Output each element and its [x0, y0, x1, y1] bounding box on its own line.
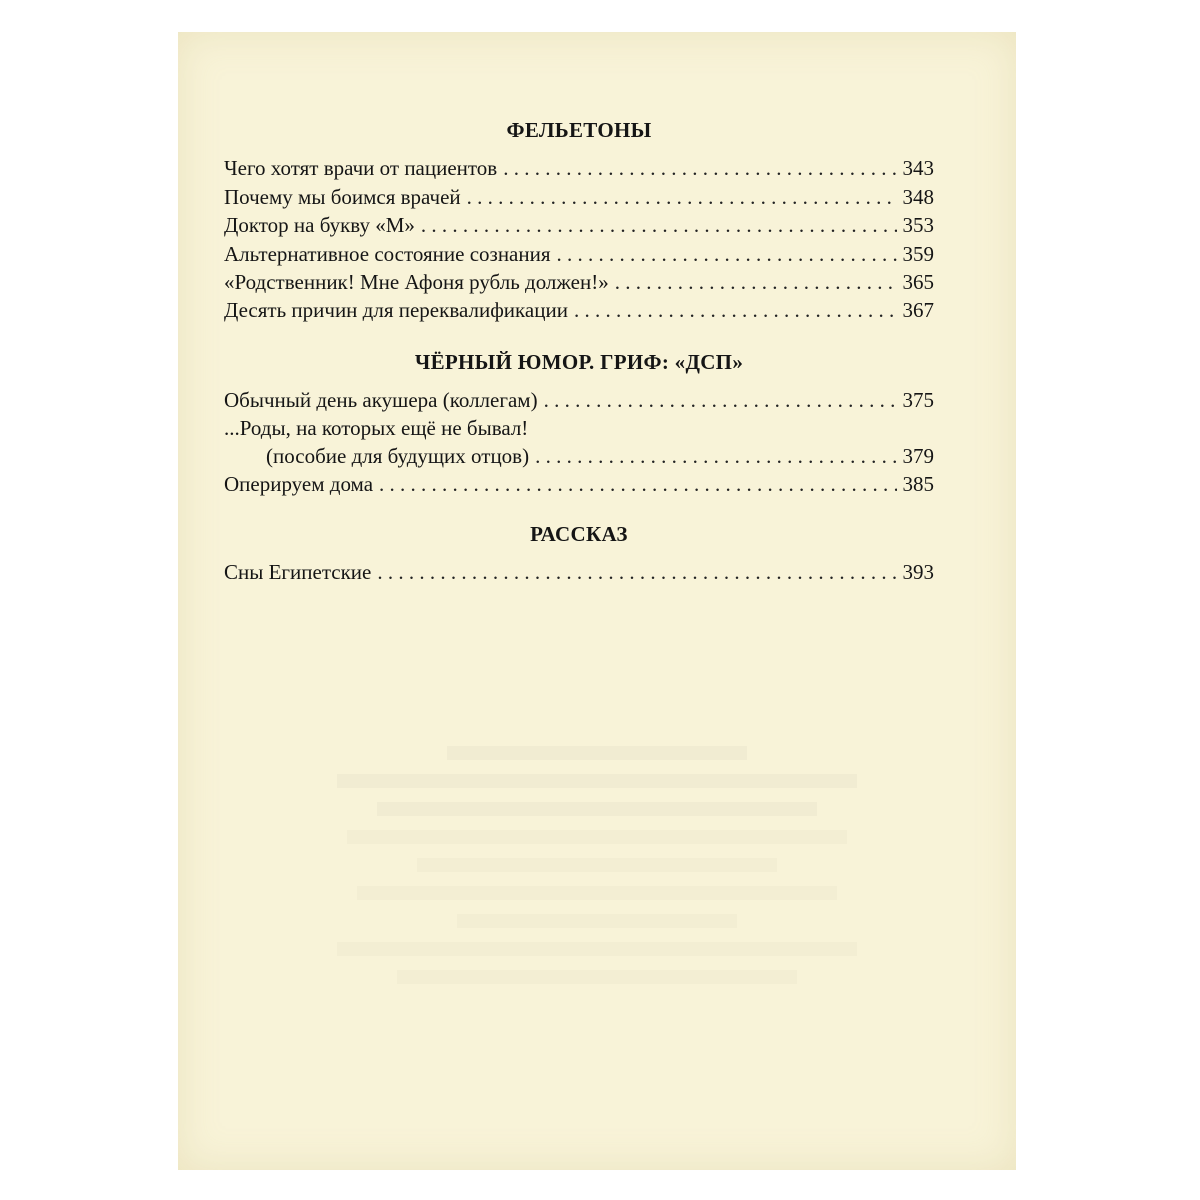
toc-entry-title: Чего хотят врачи от пациентов	[224, 156, 498, 180]
toc-entry	[224, 156, 934, 184]
dot-leader	[421, 213, 897, 238]
section-heading-black-humor: ЧЁРНЫЙ ЮМОР. ГРИФ: «ДСП»	[414, 350, 744, 374]
dot-leader	[379, 472, 896, 497]
toc-entry-page: 393	[902, 560, 934, 584]
toc-entry-page: 343	[902, 156, 934, 180]
toc-entry-title: Альтернативное состояние сознания	[224, 242, 551, 266]
toc-entry-title: (пособие для будущих отцов)	[266, 444, 530, 468]
toc-entry	[224, 444, 934, 472]
toc-entry-title: Доктор на букву «М»	[224, 213, 415, 237]
toc-entry	[224, 185, 934, 213]
toc-entry-page: 353	[902, 213, 934, 237]
toc-entry	[224, 472, 934, 500]
toc-entry-page: 385	[902, 472, 934, 496]
toc-entry-page: 359	[902, 242, 934, 266]
table-of-contents	[224, 32, 934, 632]
toc-entry-page: 379	[902, 444, 934, 468]
toc-entry-page: 367	[902, 298, 934, 322]
toc-entry-title: «Родственник! Мне Афоня рубль должен!»	[224, 270, 609, 294]
toc-entry	[224, 560, 934, 588]
toc-entry-page: 348	[902, 185, 934, 209]
toc-entry	[224, 213, 934, 241]
toc-entry-title: Сны Египетские	[224, 560, 372, 584]
dot-leader	[535, 444, 896, 469]
book-page	[178, 32, 1016, 1170]
section-heading-feuilletons: ФЕЛЬЕТОНЫ	[506, 118, 652, 142]
dot-leader	[557, 242, 897, 267]
toc-entry	[224, 270, 934, 298]
toc-entry-title: Десять причин для переквалификации	[224, 298, 568, 322]
section-heading-story: РАССКАЗ	[530, 522, 628, 546]
toc-entry-title: Обычный день акушера (коллегам)	[224, 388, 538, 412]
show-through-texture	[178, 732, 1016, 1112]
dot-leader	[544, 388, 897, 413]
toc-entry-page: 365	[902, 270, 934, 294]
dot-leader	[615, 270, 897, 295]
toc-entry-page: 375	[902, 388, 934, 412]
toc-entry-title: Оперируем дома	[224, 472, 374, 496]
toc-entry-title: Почему мы боимся врачей	[224, 185, 461, 209]
toc-entry	[224, 388, 934, 416]
dot-leader	[467, 185, 897, 210]
toc-entry-title-line: ...Роды, на которых ещё не бывал!	[224, 416, 529, 440]
toc-entry	[224, 298, 934, 326]
toc-entry	[224, 242, 934, 270]
dot-leader	[574, 298, 897, 323]
dot-leader	[377, 560, 896, 585]
dot-leader	[503, 156, 896, 181]
